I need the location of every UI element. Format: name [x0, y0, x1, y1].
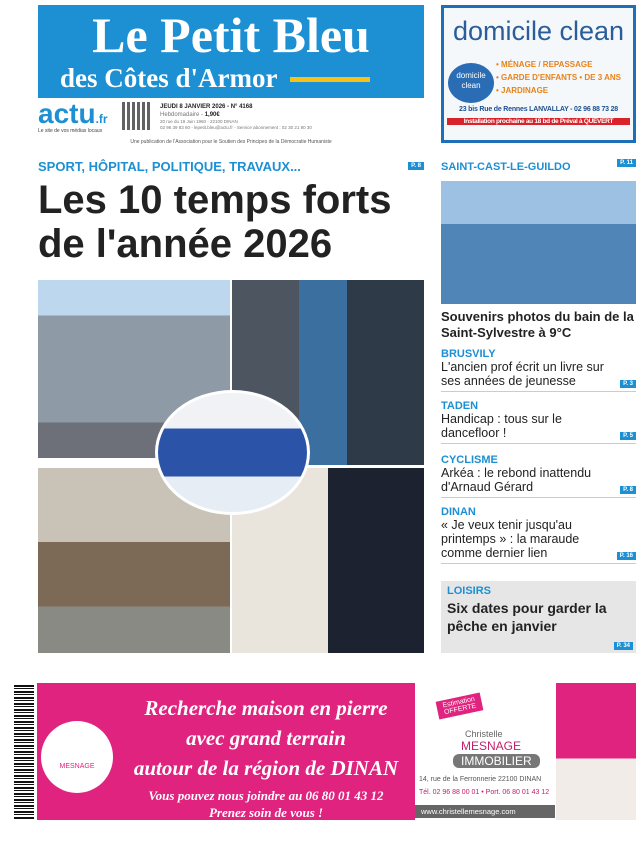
side-story[interactable]	[441, 506, 636, 564]
ad-mesnage-card[interactable]	[415, 683, 636, 820]
page-ref[interactable]: P. 34	[614, 642, 633, 650]
ad-domicile-clean[interactable]	[441, 5, 636, 143]
issue-address: 20 rue du 19 Juin 1960 - 22100 DINAN	[160, 119, 238, 124]
side-kicker: CYCLISME	[441, 454, 498, 466]
newspaper-subtitle: des Côtes d'Armor	[60, 63, 278, 93]
ad-brand: MESNAGE	[461, 739, 522, 753]
side-title: « Je veux tenir jusqu'au printemps » : la maraude comme dernier lien	[441, 518, 580, 560]
side-title: Souvenirs photos du bain de la Saint-Sylvestre à 9°C	[441, 309, 634, 340]
newspaper-title: Le Petit Bleu	[92, 7, 370, 63]
issue-frequency: Hebdomadaire -	[160, 112, 204, 118]
page-ref[interactable]: P. 8	[408, 162, 424, 170]
page-ref[interactable]: P. 8	[620, 486, 636, 494]
side-kicker: DINAN	[441, 506, 476, 518]
ad-phone-line: Vous pouvez nous joindre au 06 80 01 43 12	[148, 788, 384, 803]
ad-line3: autour de la région de DINAN	[133, 756, 399, 780]
ad-service: • MÉNAGE / REPASSAGE	[496, 60, 593, 69]
barcode	[14, 685, 34, 820]
side-kicker: LOISIRS	[447, 585, 492, 597]
side-title: Arkéa : le rebond inattendu d'Arnaud Gérard	[441, 466, 592, 494]
photo-speed-skating[interactable]	[155, 390, 310, 515]
side-story[interactable]	[441, 157, 636, 341]
ad-circle-logo	[41, 721, 113, 793]
ad-badge: Estimation OFFERTE	[436, 693, 484, 720]
issue-info	[160, 103, 312, 131]
ad-line1: Recherche maison en pierre	[144, 696, 388, 720]
side-story[interactable]	[441, 454, 636, 498]
side-kicker: SAINT-CAST-LE-GUILDO	[441, 161, 571, 173]
ad-line2: avec grand terrain	[186, 726, 346, 750]
lead-kicker: SPORT, HÔPITAL, POLITIQUE, TRAVAUX...	[38, 159, 301, 174]
ad-url[interactable]: www.christellemesnage.com	[415, 805, 555, 818]
side-story-leisure[interactable]	[441, 581, 636, 653]
side-title: Six dates pour garder la pêche en janvier	[447, 600, 607, 634]
side-kicker: BRUSVILY	[441, 348, 496, 360]
side-story[interactable]	[441, 400, 636, 444]
ad-name: Christelle	[465, 729, 503, 739]
ad-mesnage-banner[interactable]	[37, 683, 415, 820]
side-title: L'ancien prof écrit un livre sur ses années de jeunesse	[441, 360, 604, 388]
issue-price: 1,90€	[204, 112, 220, 118]
ad-agent-photo	[556, 683, 636, 820]
ad-closing: Prenez soin de vous !	[208, 805, 324, 820]
photo-swimmers[interactable]	[441, 181, 636, 304]
ad-sub: IMMOBILIER	[453, 754, 540, 768]
issue-date: JEUDI 8 JANVIER 2026 - N° 4168	[160, 104, 253, 110]
masthead	[38, 5, 424, 98]
side-story[interactable]	[441, 348, 636, 392]
page-ref[interactable]: P. 3	[620, 380, 636, 388]
actu-tagline: Le site de vos médias locaux	[38, 128, 103, 134]
actu-logo-tld: .fr	[95, 112, 108, 126]
actu-logo-text: actu	[38, 98, 96, 129]
ad-logo-brand: MESNAGE	[59, 763, 95, 770]
side-kicker: TADEN	[441, 400, 479, 412]
ad-phones: Tél. 02 96 88 00 01 • Port. 06 80 01 43 12	[419, 789, 550, 796]
page-ref[interactable]: P. 5	[620, 432, 636, 440]
ad-address: 14, rue de la Ferronnerie 22100 DINAN	[419, 776, 542, 783]
ad-logo: domicile clean	[448, 63, 494, 103]
qr-code-icon[interactable]	[122, 102, 150, 130]
ad-install: Installation prochaine au 18 bd de Préval à QUÉVERT	[447, 118, 630, 125]
ad-service: • JARDINAGE	[496, 86, 549, 95]
ad-brand: domicile clean	[452, 16, 625, 46]
masthead-accent-bar	[290, 77, 370, 82]
page-ref[interactable]: P. 16	[617, 552, 636, 560]
ad-service: • GARDE D'ENFANTS • DE 3 ANS	[496, 73, 621, 82]
ad-address: 23 bis Rue de Rennes LANVALLAY - 02 96 88 73 28	[459, 106, 618, 113]
lead-headline[interactable]: Les 10 temps forts de l'année 2026	[38, 178, 392, 266]
side-title: Handicap : tous sur le dancefloor !	[441, 412, 562, 440]
page-ref[interactable]: P. 11	[617, 159, 636, 167]
issue-contact: 02 96 39 83 60 - lepetit.bleu@actu.fr - Service abonnement : 02 30 21 80 30	[160, 125, 312, 130]
lead-kicker-row	[38, 158, 424, 176]
publisher-line: Une publication de l'Association pour le Soutien des Principes de la Démocratie Humaniste	[130, 139, 332, 145]
